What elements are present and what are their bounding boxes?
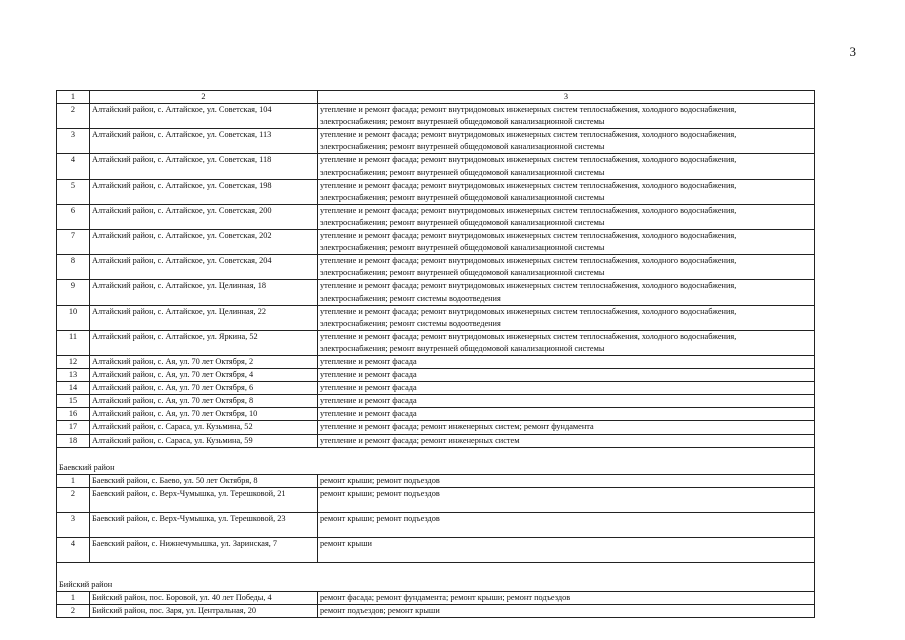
works-cell bbox=[318, 230, 815, 255]
row-number: 13 bbox=[57, 369, 90, 382]
works-cell bbox=[318, 154, 815, 179]
works-cell bbox=[318, 382, 815, 395]
works-cell bbox=[318, 537, 815, 562]
address-cell: Бийский район, пос. Боровой, ул. 40 лет Победы, 4 bbox=[90, 591, 318, 604]
row-number: 18 bbox=[57, 434, 90, 447]
address-cell: Алтайский район, с. Ая, ул. 70 лет Октября, 2 bbox=[90, 355, 318, 368]
address-cell: Бийский район, пос. Заря, ул. Центральная, 20 bbox=[90, 605, 318, 618]
table-row bbox=[57, 355, 815, 368]
table-row bbox=[57, 179, 815, 204]
works-line: электроснабжения; ремонт внутренней общедомовой канализационной системы bbox=[320, 243, 605, 253]
address-cell: Алтайский район, с. Алтайское, ул. Советская, 202 bbox=[90, 230, 318, 255]
works-line: электроснабжения; ремонт внутренней общедомовой канализационной системы bbox=[320, 142, 605, 152]
row-number: 2 bbox=[57, 605, 90, 618]
works-line: утепление и ремонт фасада; ремонт инженерных систем bbox=[320, 435, 520, 445]
works-cell bbox=[318, 408, 815, 421]
address-cell: Алтайский район, с. Алтайское, ул. Яркина, 52 bbox=[90, 330, 318, 355]
header-col-2: 2 bbox=[90, 91, 318, 104]
address-cell: Алтайский район, с. Алтайское, ул. Советская, 118 bbox=[90, 154, 318, 179]
works-line: утепление и ремонт фасада; ремонт внутридомовых инженерных систем теплоснабжения, холодного водоснабжения, bbox=[320, 180, 737, 190]
works-line: утепление и ремонт фасада bbox=[320, 409, 417, 419]
works-cell bbox=[318, 305, 815, 330]
page-number: 3 bbox=[849, 44, 856, 59]
address-cell: Алтайский район, с. Алтайское, ул. Целинная, 18 bbox=[90, 280, 318, 305]
works-cell bbox=[318, 280, 815, 305]
table-row bbox=[57, 305, 815, 330]
works-line: ремонт крыши; ремонт подъездов bbox=[320, 488, 440, 498]
section-title: Бийский район bbox=[57, 562, 815, 591]
works-line: утепление и ремонт фасада bbox=[320, 396, 417, 406]
works-line: электроснабжения; ремонт внутренней общедомовой канализационной системы bbox=[320, 343, 605, 353]
row-number: 8 bbox=[57, 255, 90, 280]
address-cell: Баевский район, с. Верх-Чумышка, ул. Терешковой, 21 bbox=[90, 487, 318, 512]
table-row bbox=[57, 395, 815, 408]
table-row bbox=[57, 255, 815, 280]
row-number: 6 bbox=[57, 204, 90, 229]
table-row bbox=[57, 537, 815, 562]
works-line: утепление и ремонт фасада; ремонт внутридомовых инженерных систем теплоснабжения, холодного водоснабжения, bbox=[320, 256, 737, 266]
works-line: электроснабжения; ремонт системы водоотведения bbox=[320, 318, 501, 328]
works-cell bbox=[318, 487, 815, 512]
address-cell: Баевский район, с. Нижнечумышка, ул. Заринская, 7 bbox=[90, 537, 318, 562]
works-line: утепление и ремонт фасада; ремонт внутридомовых инженерных систем теплоснабжения, холодного водоснабжения, bbox=[320, 105, 737, 115]
table-row bbox=[57, 512, 815, 537]
table-row bbox=[57, 382, 815, 395]
table-row bbox=[57, 104, 815, 129]
works-cell bbox=[318, 330, 815, 355]
row-number: 17 bbox=[57, 421, 90, 434]
table-row bbox=[57, 487, 815, 512]
works-line: утепление и ремонт фасада; ремонт внутридомовых инженерных систем теплоснабжения, холодного водоснабжения, bbox=[320, 331, 737, 341]
section-title: Баевский район bbox=[57, 447, 815, 474]
row-number: 4 bbox=[57, 154, 90, 179]
works-line: утепление и ремонт фасада bbox=[320, 370, 417, 380]
works-cell bbox=[318, 255, 815, 280]
works-cell bbox=[318, 434, 815, 447]
works-cell bbox=[318, 355, 815, 368]
works-cell bbox=[318, 129, 815, 154]
table-row bbox=[57, 421, 815, 434]
header-col-1: 1 bbox=[57, 91, 90, 104]
works-cell bbox=[318, 369, 815, 382]
row-number: 11 bbox=[57, 330, 90, 355]
row-number: 2 bbox=[57, 104, 90, 129]
works-line: электроснабжения; ремонт внутренней общедомовой канализационной системы bbox=[320, 217, 605, 227]
works-cell bbox=[318, 421, 815, 434]
works-line: утепление и ремонт фасада bbox=[320, 356, 417, 366]
works-line: утепление и ремонт фасада; ремонт инженерных систем; ремонт фундамента bbox=[320, 422, 594, 432]
works-line: электроснабжения; ремонт внутренней общедомовой канализационной системы bbox=[320, 167, 605, 177]
works-cell bbox=[318, 204, 815, 229]
address-cell: Алтайский район, с. Алтайское, ул. Советская, 204 bbox=[90, 255, 318, 280]
works-cell bbox=[318, 104, 815, 129]
table-row bbox=[57, 408, 815, 421]
address-cell: Алтайский район, с. Алтайское, ул. Целинная, 22 bbox=[90, 305, 318, 330]
works-line: утепление и ремонт фасада; ремонт внутридомовых инженерных систем теплоснабжения, холодного водоснабжения, bbox=[320, 306, 737, 316]
table-row bbox=[57, 434, 815, 447]
section-row bbox=[57, 562, 815, 591]
works-line: электроснабжения; ремонт внутренней общедомовой канализационной системы bbox=[320, 192, 605, 202]
works-cell bbox=[318, 605, 815, 618]
address-cell: Алтайский район, с. Сараса, ул. Кузьмина, 52 bbox=[90, 421, 318, 434]
works-line: утепление и ремонт фасада; ремонт внутридомовых инженерных систем теплоснабжения, холодного водоснабжения, bbox=[320, 231, 737, 241]
row-number: 9 bbox=[57, 280, 90, 305]
table-row bbox=[57, 204, 815, 229]
address-cell: Баевский район, с. Верх-Чумышка, ул. Терешковой, 23 bbox=[90, 512, 318, 537]
row-number: 1 bbox=[57, 591, 90, 604]
row-number: 15 bbox=[57, 395, 90, 408]
address-cell: Алтайский район, с. Ая, ул. 70 лет Октября, 8 bbox=[90, 395, 318, 408]
address-cell: Алтайский район, с. Алтайское, ул. Советская, 198 bbox=[90, 179, 318, 204]
row-number: 3 bbox=[57, 512, 90, 537]
works-line: утепление и ремонт фасада; ремонт внутридомовых инженерных систем теплоснабжения, холодного водоснабжения, bbox=[320, 281, 737, 291]
header-col-3: 3 bbox=[318, 91, 815, 104]
works-line: утепление и ремонт фасада; ремонт внутридомовых инженерных систем теплоснабжения, холодного водоснабжения, bbox=[320, 155, 737, 165]
address-cell: Алтайский район, с. Сараса, ул. Кузьмина, 59 bbox=[90, 434, 318, 447]
works-line: ремонт крыши; ремонт подъездов bbox=[320, 513, 440, 523]
table-row bbox=[57, 154, 815, 179]
address-cell: Алтайский район, с. Алтайское, ул. Советская, 113 bbox=[90, 129, 318, 154]
header-row bbox=[57, 91, 815, 104]
section-row bbox=[57, 447, 815, 474]
address-cell: Алтайский район, с. Ая, ул. 70 лет Октября, 10 bbox=[90, 408, 318, 421]
row-number: 4 bbox=[57, 537, 90, 562]
table-row bbox=[57, 280, 815, 305]
works-line: ремонт фасада; ремонт фундамента; ремонт крыши; ремонт подъездов bbox=[320, 592, 571, 602]
row-number: 5 bbox=[57, 179, 90, 204]
repair-table bbox=[56, 90, 815, 618]
works-line: ремонт крыши; ремонт подъездов bbox=[320, 475, 440, 485]
works-line: ремонт подъездов; ремонт крыши bbox=[320, 606, 440, 615]
table-row bbox=[57, 369, 815, 382]
address-cell: Алтайский район, с. Ая, ул. 70 лет Октября, 4 bbox=[90, 369, 318, 382]
table-row bbox=[57, 474, 815, 487]
table-row bbox=[57, 605, 815, 618]
table-row bbox=[57, 330, 815, 355]
works-cell bbox=[318, 179, 815, 204]
table-row bbox=[57, 230, 815, 255]
address-cell: Баевский район, с. Баево, ул. 50 лет Октября, 8 bbox=[90, 474, 318, 487]
works-line: ремонт крыши bbox=[320, 538, 372, 548]
works-line: электроснабжения; ремонт внутренней общедомовой канализационной системы bbox=[320, 268, 605, 278]
row-number: 2 bbox=[57, 487, 90, 512]
address-cell: Алтайский район, с. Ая, ул. 70 лет Октября, 6 bbox=[90, 382, 318, 395]
works-line: утепление и ремонт фасада; ремонт внутридомовых инженерных систем теплоснабжения, холодного водоснабжения, bbox=[320, 130, 737, 140]
works-cell bbox=[318, 474, 815, 487]
works-line: утепление и ремонт фасада bbox=[320, 383, 417, 393]
table-row bbox=[57, 129, 815, 154]
works-cell bbox=[318, 395, 815, 408]
works-line: утепление и ремонт фасада; ремонт внутридомовых инженерных систем теплоснабжения, холодного водоснабжения, bbox=[320, 205, 737, 215]
row-number: 16 bbox=[57, 408, 90, 421]
works-cell bbox=[318, 591, 815, 604]
row-number: 7 bbox=[57, 230, 90, 255]
works-line: электроснабжения; ремонт системы водоотведения bbox=[320, 293, 501, 303]
table-row bbox=[57, 591, 815, 604]
row-number: 12 bbox=[57, 355, 90, 368]
works-cell bbox=[318, 512, 815, 537]
address-cell: Алтайский район, с. Алтайское, ул. Советская, 104 bbox=[90, 104, 318, 129]
works-line: электроснабжения; ремонт внутренней общедомовой канализационной системы bbox=[320, 117, 605, 127]
row-number: 10 bbox=[57, 305, 90, 330]
row-number: 14 bbox=[57, 382, 90, 395]
row-number: 3 bbox=[57, 129, 90, 154]
row-number: 1 bbox=[57, 474, 90, 487]
address-cell: Алтайский район, с. Алтайское, ул. Советская, 200 bbox=[90, 204, 318, 229]
